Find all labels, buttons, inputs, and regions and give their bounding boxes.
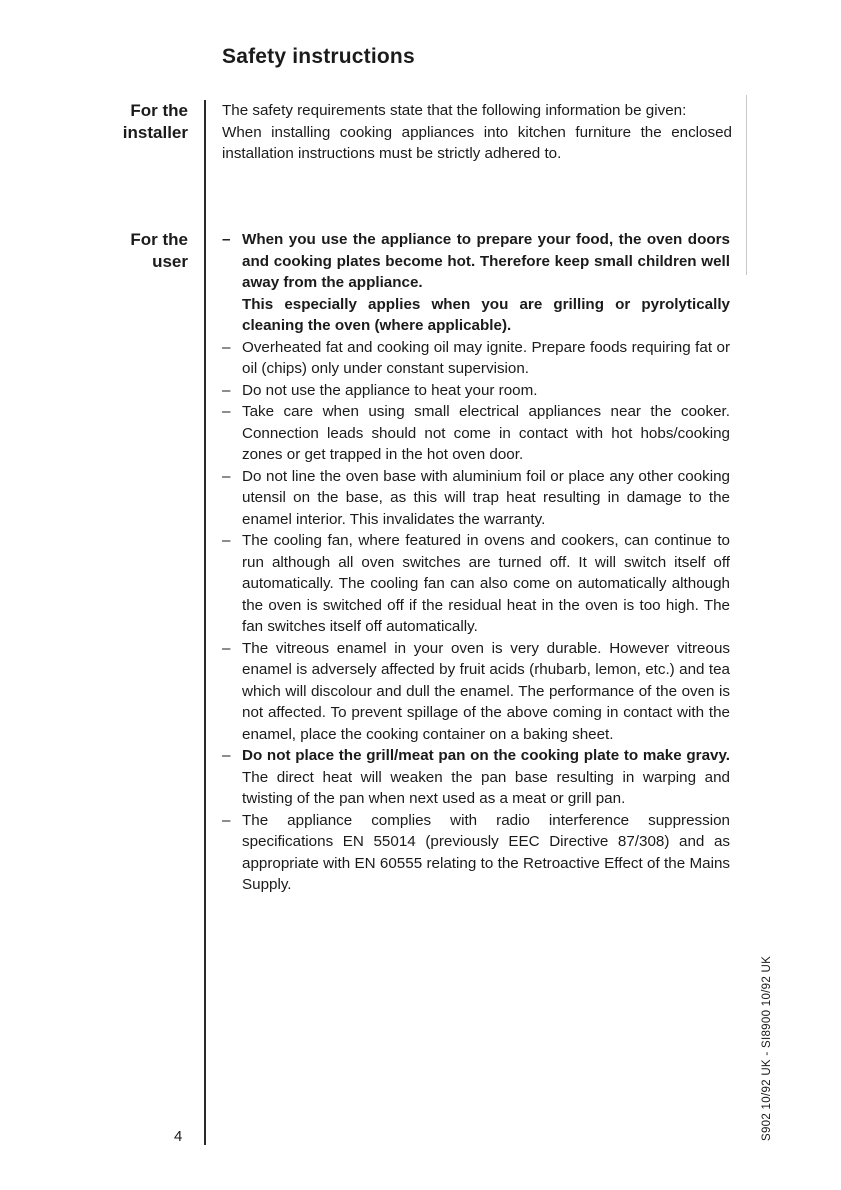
installer-paragraph-2: When installing cooking appliances into kitchen furniture the enclosed installation instructions must be strictly adhered to. xyxy=(222,123,732,162)
list-item: – The vitreous enamel in your oven is very durable. However vitreous enamel is adversely affected by fruit acids (rhubarb, lemon, etc.) and tea which will discolour and dull the enamel. The performance of the oven is not affected. To prevent spillage of the above coming in contact with the enamel, place the cooking container on a baking sheet. xyxy=(222,638,730,746)
list-item: – Do not use the appliance to heat your room. xyxy=(222,380,730,402)
list-item xyxy=(222,745,730,810)
installer-section xyxy=(222,100,732,165)
user-heading-line1: For the xyxy=(130,230,188,249)
installer-heading xyxy=(96,100,188,144)
list-item xyxy=(222,229,730,337)
list-item: – The appliance complies with radio interference suppression specifications EN 55014 (previously EEC Directive 87/308) and as appropriate with EN 60555 relating to the Retroactive Effect of the Mains Supply. xyxy=(222,810,730,896)
list-item: – Overheated fat and cooking oil may ignite. Prepare foods requiring fat or oil (chips) only under constant supervision. xyxy=(222,337,730,380)
list-item-text-continued: This especially applies when you are grilling or pyrolytically cleaning the oven (where applicable). xyxy=(242,295,730,334)
installer-heading-line2: installer xyxy=(122,123,188,142)
list-item: – The cooling fan, where featured in ovens and cookers, can continue to run although all oven switches are turned off. It will switch itself off automatically. The cooling fan can also come on automatically although the oven is switched off if the residual heat in the oven is too high. The fan switches itself off automatically. xyxy=(222,530,730,638)
user-heading-line2: user xyxy=(152,252,188,271)
user-heading xyxy=(96,229,188,273)
installer-paragraph-1: The safety requirements state that the following information be given: xyxy=(222,102,687,119)
right-margin-rule xyxy=(746,95,747,275)
left-margin-rule xyxy=(204,100,206,1145)
user-instructions-list xyxy=(222,229,730,896)
list-item-text: When you use the appliance to prepare your food, the oven doors and cooking plates become hot. Therefore keep small children well away from the appliance. xyxy=(242,231,730,291)
page-number: 4 xyxy=(174,1128,183,1145)
installer-heading-line1: For the xyxy=(130,101,188,120)
footer-document-code: S902 10/92 UK - SI8900 10/92 UK xyxy=(761,955,773,1141)
list-item: – Do not line the oven base with aluminium foil or place any other cooking utensil on the base, as this will trap heat resulting in damage to the enamel interior. This invalidates the warranty. xyxy=(222,466,730,531)
list-item: – Take care when using small electrical appliances near the cooker. Connection leads should not come in contact with hot hobs/cooking zones or get trapped in the hot oven door. xyxy=(222,401,730,466)
list-item-text: The direct heat will weaken the pan base resulting in warping and twisting of the pan when next used as a meat or grill pan. xyxy=(242,768,730,807)
page-title: Safety instructions xyxy=(222,45,415,68)
list-item-bold-text: Do not place the grill/meat pan on the cooking plate to make gravy. xyxy=(242,747,730,764)
